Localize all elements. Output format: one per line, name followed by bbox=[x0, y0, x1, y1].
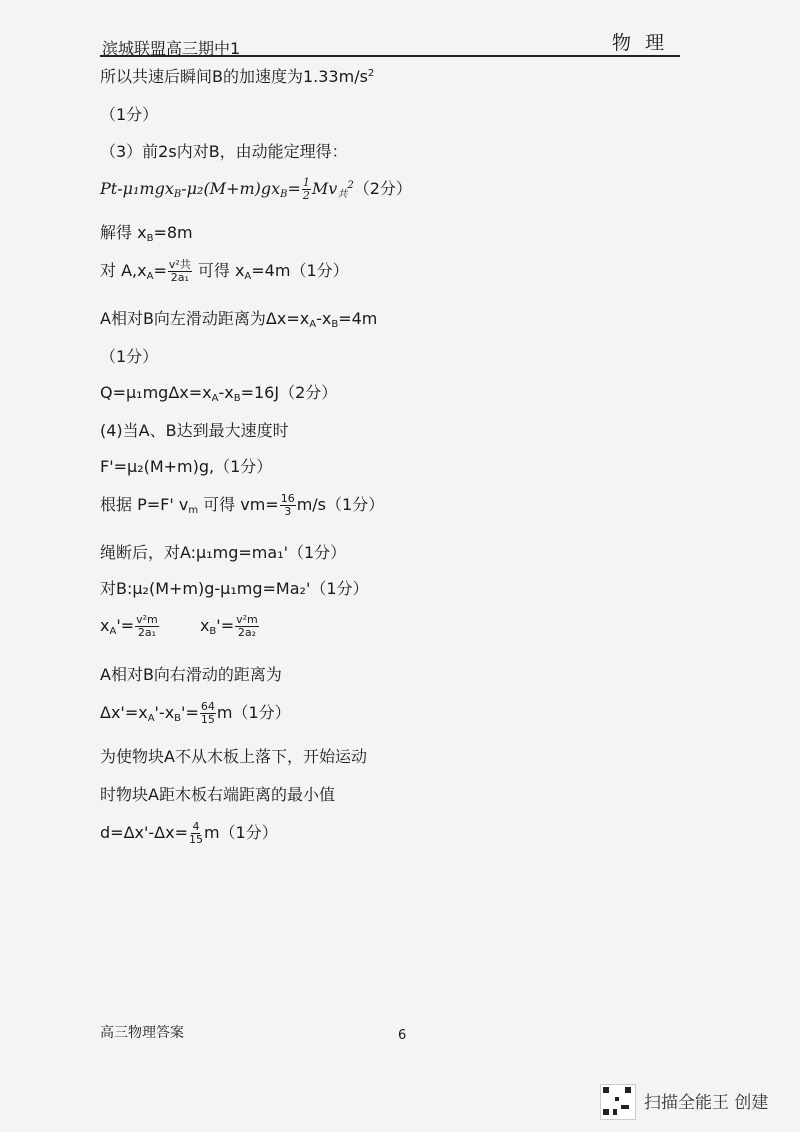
line-3: （3）前2s内对B，由动能定理得： bbox=[100, 142, 348, 161]
line-10: (4)当A、B达到最大速度时 bbox=[100, 421, 289, 440]
line-4-work-energy: $Pt-\mu_1mgx_B-\mu_2(M+m)gx_B=$ $\frac{1}{2}$ $Mv_共^2(2$分） bbox=[100, 176, 412, 202]
footer-title: 高三物理答案 bbox=[100, 1025, 184, 1041]
line-9: $Q=\mu_1mg\Delta x=x_A-x_B=16J(2$分） bbox=[100, 383, 338, 404]
line-18: 为使物块A不从木板上落下，开始运动 bbox=[100, 747, 367, 766]
line-6: 对 $A,x_A=$ $\frac{\text{v²共}}{\text{2a₁}}$ 可得 $x_A=4m(1$分） bbox=[100, 258, 349, 284]
line-8: （1分） bbox=[100, 347, 159, 366]
header-subject: 物 理 bbox=[612, 32, 669, 54]
scanner-watermark: 扫描全能王 创建 bbox=[644, 1093, 769, 1113]
line-11: F'=μ₂(M+m)g,（1分） bbox=[100, 457, 273, 476]
line-17: $\Delta x'=x_A'-x_B'=$ $\frac{64}{15}$ m（1分） bbox=[100, 700, 291, 726]
line-7: A相对B向左滑动距离为$\Delta x=x_A-x_B=4m$ bbox=[100, 309, 378, 330]
header-rule bbox=[100, 55, 680, 57]
page-number: 6 bbox=[398, 1028, 407, 1043]
line-5: 解得 $x_B=8m$ bbox=[100, 223, 193, 244]
line-15: $x_A'=$ $\frac{\text{v²m}}{\text{2a₁}}$ $x_B'=$ $\frac{\text{v²m}}{\text{2a₂}}$ bbox=[100, 613, 258, 639]
line-13: 绳断后，对A:μ₁mg=ma₁'（1分） bbox=[100, 543, 347, 562]
line-19: 时物块A距木板右端距离的最小值 bbox=[100, 785, 335, 804]
line-16: A相对B向右滑动的距离为 bbox=[100, 665, 282, 684]
line-20: d=Δx'-Δx= $\frac{4}{15}$ m（1分） bbox=[100, 820, 278, 846]
qr-code-icon bbox=[600, 1084, 636, 1120]
line-1: 所以共速后瞬间B的加速度为$1.33m/s^2$ bbox=[100, 67, 375, 86]
header-title: 滨城联盟高三期中1 bbox=[102, 39, 241, 58]
line-2: （1分） bbox=[100, 105, 159, 124]
line-14: 对B:μ₂(M+m)g-μ₁mg=Ma₂'（1分） bbox=[100, 579, 369, 598]
line-12: 根据 P=F' $v_m$ 可得 vm= $\frac{16}{3}$ m/s（1分） bbox=[100, 492, 385, 518]
